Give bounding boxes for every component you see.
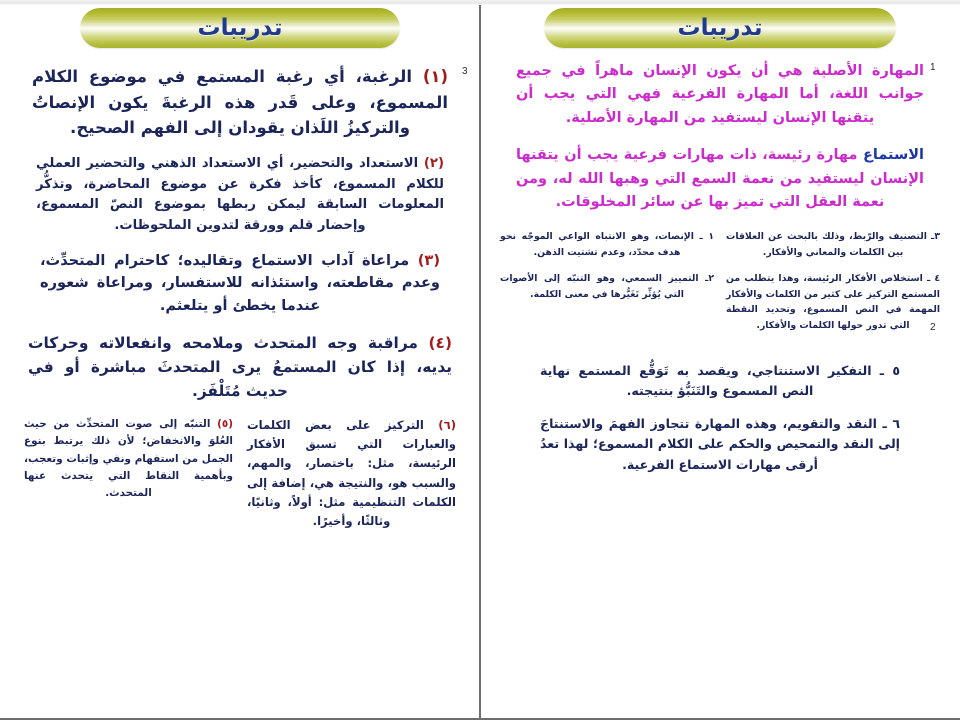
banner-right-wrap — [0, 0, 480, 48]
skill-item-3: ٣ـ التصنيف والرّبط، وذلك بالبحث عن العلاقات بين الكلمات والمعاني والأفكار. — [726, 230, 940, 258]
skill-item-6: ٦ ـ النقد والتقويم، وهذه المهارة تتجاوز الفهمَ والاستنتاجَ إلى النقد والتمحيص والحكم على الكلام المسموع؛ لهذا تعدُ أرقى مهارات الاستماع الفرعية. — [540, 415, 900, 473]
skill-item-2: ٢ـ التمييز السمعي، وهو التنبّه إلى الأصوات التي يُؤثِّر تَغَيُّرها في معنى الكلمة. — [500, 273, 714, 300]
rule-text-3: مراعاة آداب الاستماع وتقاليده؛ كاحترام المتحدِّث، وعدم مقاطعته، واستئذانه للاستفسار، ومراعاة شعوره عندما يخطئ أو يتلعثم. — [40, 251, 440, 315]
skills-two-columns — [494, 229, 946, 345]
banner-title-left: تدريبات — [677, 14, 763, 41]
banner-title-right: تدريبات — [197, 14, 283, 41]
title-banner-left — [544, 8, 896, 48]
rule-text-4: مراقبة وجه المتحدث وملامحه وانفعالاته وحركات يديه، إذا كان المستمعُ يرى المتحدثَ مباشرة أو في حديث مُتَلْفَز. — [28, 333, 452, 400]
skills-wide-items — [494, 361, 946, 476]
skills-column-right — [500, 229, 714, 345]
rule-number-5: (٥) — [217, 417, 233, 430]
rule-item-3 — [18, 250, 462, 318]
page-left — [480, 0, 960, 720]
intro-paragraph-2 — [494, 144, 946, 214]
rule-number-6: (٦) — [438, 417, 456, 432]
rule-text-6: التركيز على بعض الكلمات والعبارات التي تسبق الأفكار الرئيسة، مثل: باختصار، والمهم، والسبب هو، والنتيجة هي، إضافة إلى الكلمات التنظيمية مثل: أولاً، وثانيًا، وثالثًا، وأخيرًا. — [247, 417, 456, 529]
rule-text-5: التنبّه إلى صوت المتحدِّث من حيث العُلوَ والانخفاض؛ لأن ذلك يرتبط بنوع الجمل من استفهام ونفي وإثبات وتعجب، وبأهمية النقاط التي يتحدث عنها المتحدث. — [24, 417, 233, 500]
intro-paragraph-2-text: مهارة رئيسة، ذات مهارات فرعية يجب أن يتقنها الإنسان ليستفيد من نعمة السمع التي وهبها الله له، ومن نعمة العقل التي تميز بها عن سائر المخلوقات. — [516, 147, 924, 211]
intro-paragraph-1: المهارة الأصلية هي أن يكون الإنسان ماهراً في جميع جوانب اللغة، أما المهارة الفرعية فهي التي يجب أن يتقنها الإنسان ليستفيد من المهارة الأصلية. — [516, 63, 924, 126]
rule-item-1 — [18, 64, 462, 141]
rule-number-4: (٤) — [428, 333, 452, 352]
skill-item-1: ١ ـ الإنصات، وهو الانتباه الواعي الموجّه نحو هدف محدّد، وعدم تشتيت الذهن. — [500, 230, 714, 258]
rule-item-6 — [247, 416, 456, 531]
rule-item-5 — [24, 416, 233, 502]
rule-item-4 — [18, 331, 462, 403]
rule-number-1: (١) — [422, 67, 448, 86]
skill-item-5: ٥ ـ التفكير الاستنتاجي، ويقصد به تَوَقُّع المستمع نهاية النص المسموع والتَنَبُّؤ بنتيجته. — [540, 362, 900, 399]
rule-text-1: الرغبة، أي رغبة المستمع في موضوع الكلام المسموع، وعلى قَدر هذه الرغبةَ يكون الإنصاتُ والتركيزُ اللَذان يقودان إلى الفهم الصحيح. — [32, 67, 448, 138]
page-marker-1: 1 — [930, 62, 936, 73]
title-banner-right — [80, 8, 400, 48]
right-bottom-column-right — [24, 416, 233, 542]
page-marker-2: 2 — [930, 322, 936, 333]
page-marker-3: 3 — [462, 66, 468, 77]
intro-paragraph-2-lead: الاستماع — [862, 147, 924, 164]
rule-text-2: الاستعداد والتحضير، أي الاستعداد الذهني والتحضير العملي للكلام المسموع، كأخذ فكرة عن موضوع المحاضرة، وتذكُّر المعلومات السابقة ليمكن ربطها بموضوع النصّ المسموع، وإحضار قلم وورقة لتدوين الملحوظات. — [36, 156, 444, 233]
rule-number-2: (٢) — [423, 156, 444, 172]
skills-column-left — [726, 229, 940, 345]
rule-number-3: (٣) — [417, 251, 440, 269]
banner-left-wrap — [480, 0, 960, 48]
right-page-content — [0, 48, 480, 542]
rule-item-2 — [18, 154, 462, 236]
right-bottom-column-left — [247, 416, 456, 542]
left-page-content — [480, 48, 960, 476]
skill-item-4: ٤ ـ استخلاص الأفكار الرئيسة، وهذا يتطلب من المستمع التركيز على كثير من الكلمات والأفكار المهمة في النص المسموع، وتحديد النقطة التي تدور حولها الكلمات والأفكار. — [726, 273, 940, 331]
right-bottom-columns — [18, 416, 462, 542]
